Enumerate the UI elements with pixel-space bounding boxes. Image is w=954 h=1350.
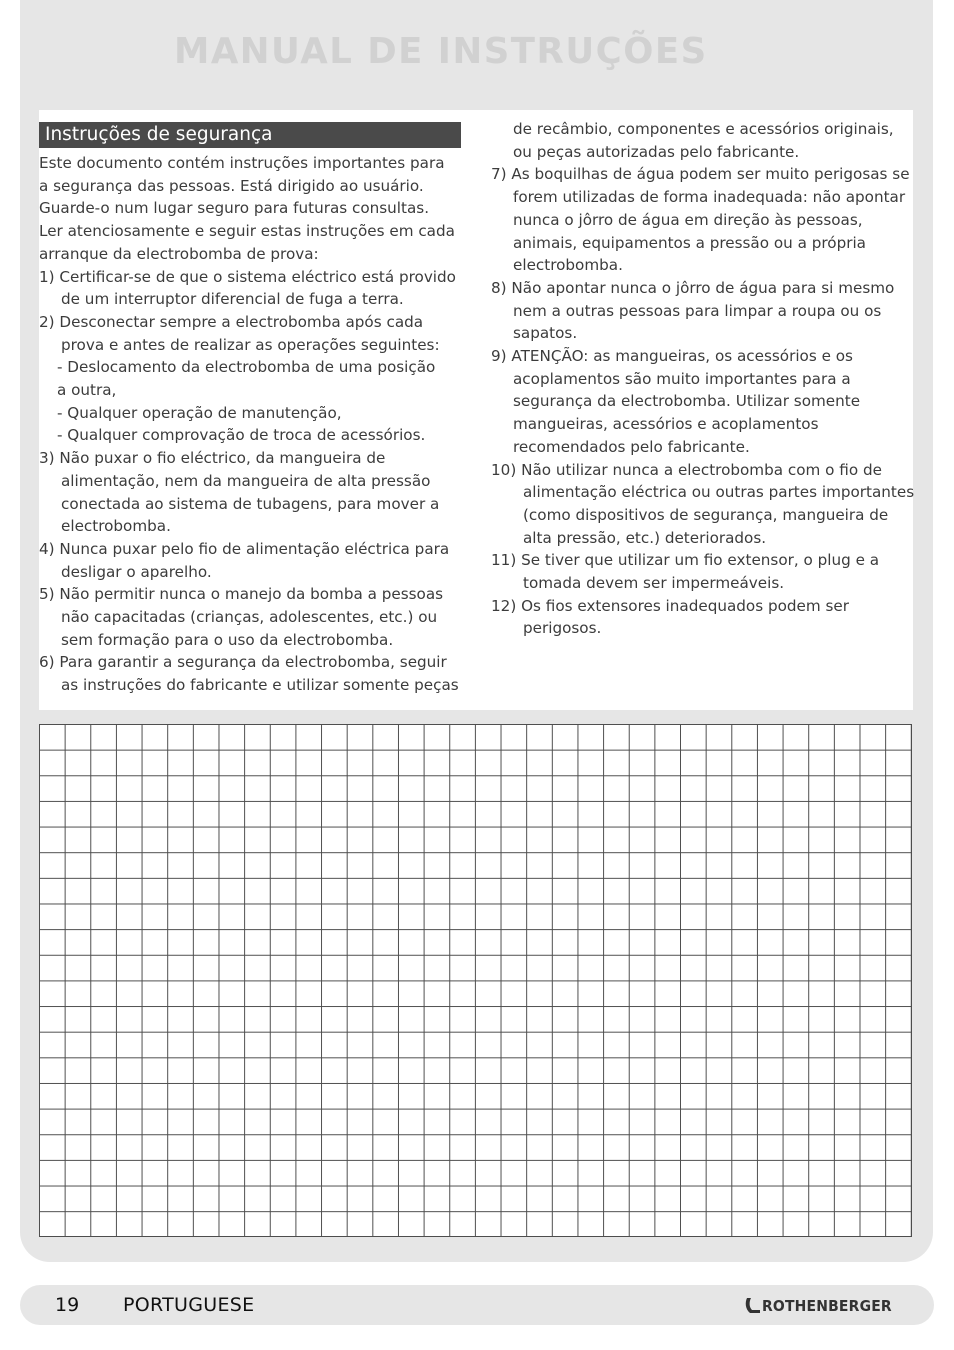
list-item: 4) Nunca puxar pelo fio de alimentação eléctrica para (39, 539, 450, 558)
text-line: perigosos. (523, 619, 602, 638)
list-item: 6) Para garantir a segurança da electrobomba, seguir (39, 653, 447, 672)
text-line: Este documento contém instruções importantes para (39, 154, 445, 172)
text-line: prova e antes de realizar as operações seguintes: (61, 335, 440, 354)
text-line: ou peças autorizadas pelo fabricante. (513, 142, 800, 161)
right-column (491, 118, 921, 640)
text-line: sapatos. (513, 324, 578, 343)
list-item: 2) Desconectar sempre a electrobomba após cada (39, 312, 424, 331)
page-title: MANUAL DE INSTRUÇÕES (174, 31, 708, 72)
text-line: nem a outras pessoas para limpar a roupa ou os (513, 301, 882, 320)
brand-swoosh-icon (744, 1296, 762, 1316)
text-line: forem utilizadas de forma inadequada: não apontar (513, 188, 906, 207)
text-line: arranque da electrobomba de prova: (39, 244, 319, 263)
text-line: - Deslocamento da electrobomba de uma posição (57, 358, 436, 377)
text-line: de recâmbio, componentes e acessórios originais, (513, 120, 894, 138)
text-line: Guarde-o num lugar seguro para futuras consultas. (39, 199, 430, 218)
text-line: - Qualquer operação de manutenção, (57, 403, 342, 422)
text-line: (como dispositivos de segurança, mangueira de (523, 505, 889, 524)
text-line: desligar o aparelho. (61, 562, 212, 581)
list-item: 3) Não puxar o fio eléctrico, da mangueira de (39, 449, 386, 468)
text-line: a segurança das pessoas. Está dirigido ao usuário. (39, 176, 424, 195)
text-line: alta pressão, etc.) deteriorados. (523, 528, 767, 547)
text-line: electrobomba. (61, 517, 171, 536)
text-line: tomada devem ser impermeáveis. (523, 574, 785, 593)
text-line: de um interruptor diferencial de fuga a terra. (61, 290, 404, 309)
text-line: acoplamentos são muito importantes para a (513, 369, 851, 388)
list-item: 10) Não utilizar nunca a electrobomba com o fio de (491, 460, 882, 479)
text-line: a outra, (57, 381, 117, 400)
text-line: conectada ao sistema de tubagens, para mover a (61, 494, 440, 513)
text-line: as instruções do fabricante e utilizar somente peças (61, 676, 459, 695)
brand-logo (744, 1293, 902, 1319)
left-column (39, 152, 464, 697)
section-heading: Instruções de segurança (39, 122, 461, 148)
text-line: nunca o jôrro de água em direção às pessoas, (513, 210, 863, 229)
text-line: segurança da electrobomba. Utilizar somente (513, 392, 861, 411)
list-item: 8) Não apontar nunca o jôrro de água para si mesmo (491, 278, 895, 297)
text-line: electrobomba. (513, 256, 623, 275)
language-label: PORTUGUESE (123, 1294, 255, 1316)
brand-name: ROTHENBERGER (762, 1297, 892, 1315)
text-line: - Qualquer comprovação de troca de acessórios. (57, 426, 426, 445)
notes-grid (39, 724, 912, 1237)
text-line: alimentação eléctrica ou outras partes importantes (523, 483, 915, 502)
page-number: 19 (55, 1294, 80, 1316)
text-line: sem formação para o uso da electrobomba. (61, 630, 394, 649)
text-line: animais, equipamentos a pressão ou a própria (513, 233, 866, 252)
list-item: 7) As boquilhas de água podem ser muito perigosas se (491, 165, 910, 184)
list-item: 9) ATENÇÃO: as mangueiras, os acessórios e os (491, 347, 853, 366)
text-line: alimentação, nem da mangueira de alta pressão (61, 471, 431, 490)
list-item: 1) Certificar-se de que o sistema eléctrico está provido (39, 267, 456, 286)
list-item: 5) Não permitir nunca o manejo da bomba a pessoas (39, 585, 444, 604)
text-line: mangueiras, acessórios e acoplamentos (513, 415, 819, 434)
list-item: 11) Se tiver que utilizar um fio extensor, o plug e a (491, 551, 880, 570)
text-line: Ler atenciosamente e seguir estas instruções em cada (39, 222, 455, 241)
text-line: não capacitadas (crianças, adolescentes, etc.) ou (61, 608, 438, 627)
list-item: 12) Os fios extensores inadequados podem ser (491, 596, 849, 615)
text-line: recomendados pelo fabricante. (513, 437, 750, 456)
